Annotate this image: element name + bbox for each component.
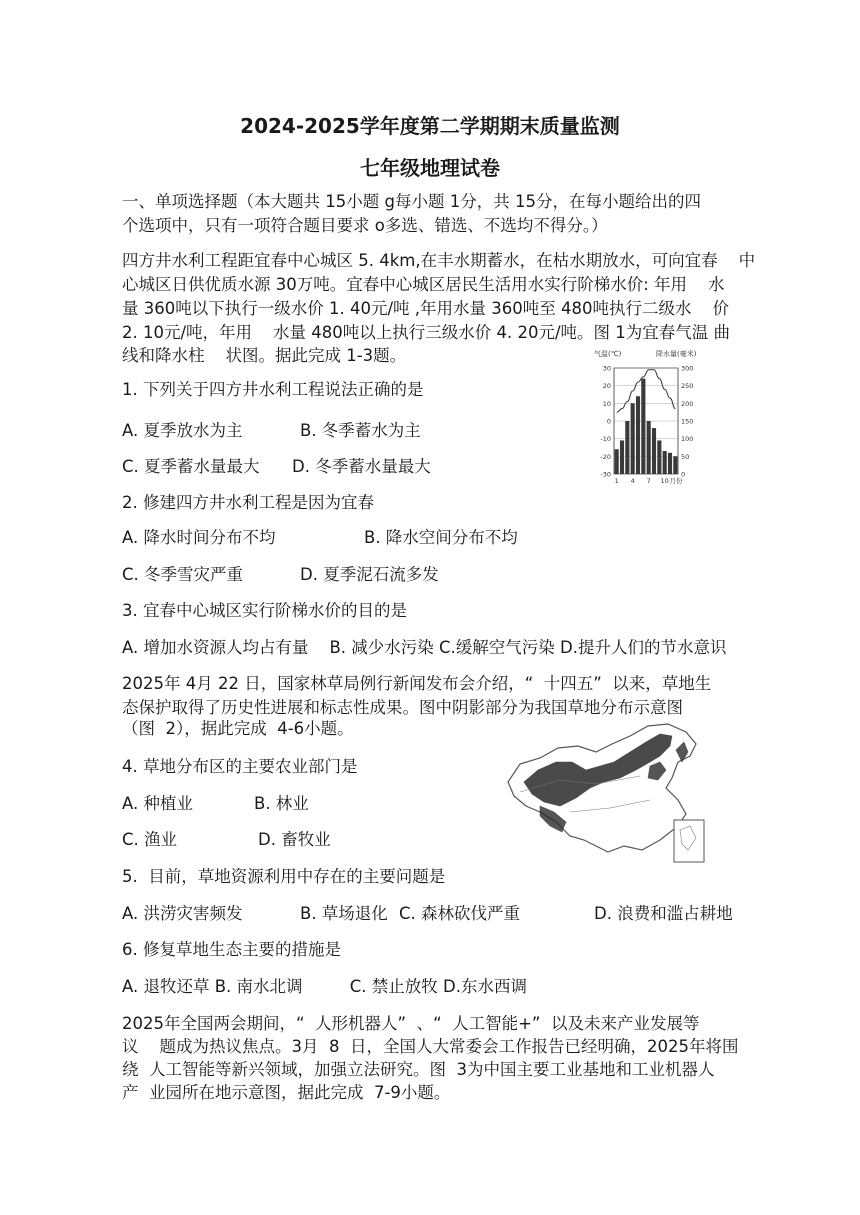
passage3-line-4: 产 业园所在地示意图，据此完成 7-9小题。: [122, 1083, 451, 1102]
precipitation-bar: [657, 440, 661, 474]
x-tick-label: 1: [614, 477, 619, 485]
question-1-stem: 1. 下列关于四方井水利工程说法正确的是: [122, 380, 424, 399]
precipitation-bar: [615, 449, 619, 474]
section-heading-line-2: 个选项中，只有一项符合题目要求 o多选、错选、不选均不得分。）: [122, 216, 608, 235]
q4-option-b: B. 林业: [254, 794, 309, 813]
precipitation-bar: [620, 440, 624, 474]
left-tick-label: -10: [600, 435, 611, 444]
right-tick-label: 150: [681, 417, 694, 426]
left-tick-label: 20: [602, 382, 611, 391]
precipitation-bar: [663, 451, 667, 474]
q4-option-a: A. 种植业: [122, 794, 193, 813]
temperature-line: [617, 370, 676, 412]
left-tick-label: -30: [600, 470, 611, 479]
q3-options: A. 增加水资源人均占有量 B. 减少水污染 C.缓解空气污染 D.提升人们的节水意识: [122, 638, 727, 657]
right-tick-label: 0: [681, 470, 686, 479]
q4-option-c: C. 渔业: [122, 830, 178, 849]
left-tick-label: 0: [606, 417, 611, 426]
passage2-line-2: 态保护取得了历史性进展和标志性成果。图中阴影部分为我国草地分布示意图: [122, 698, 683, 717]
section-heading-line-1: 一、单项选择题（本大题共 15小题 g每小题 1分，共 15分，在每小题给出的四: [122, 192, 701, 211]
q1-option-a: A. 夏季放水为主: [122, 421, 243, 440]
q5-option-c: C. 森林砍伐严重: [399, 904, 521, 923]
q5-option-b: B. 草场退化: [300, 904, 388, 923]
x-tick-label: 7: [646, 477, 651, 485]
right-tick-label: 250: [681, 382, 694, 391]
passage3-line-1: 2025年全国两会期间，“ 人形机器人” 、“ 人工智能+” 以及未来产业发展等: [122, 1014, 700, 1033]
passage1-line-4: 2. 10元/吨，年用 水量 480吨以上执行三级水价 4. 20元/吨。图 1为宜春气温 曲: [122, 323, 731, 342]
q6-options: A. 退牧还草 B. 南水北调 C. 禁止放牧 D.东水西调: [122, 977, 527, 996]
q4-option-d: D. 畜牧业: [258, 830, 331, 849]
grassland-map: [500, 722, 712, 868]
q1-option-b: B. 冬季蓄水为主: [300, 421, 421, 440]
left-tick-label: -20: [600, 452, 611, 461]
precipitation-bar: [673, 456, 677, 474]
precipitation-bar: [652, 428, 656, 474]
passage2-line-1: 2025年 4月 22 日，国家林草局例行新闻发布会介绍，“ 十四五” 以来，草地生: [122, 674, 712, 693]
question-3-stem: 3. 宜春中心城区实行阶梯水价的目的是: [122, 601, 407, 620]
passage1-line-2: 心城区日供优质水源 30万吨。宜春中心城区居民生活用水实行阶梯水价: 年用 水: [122, 275, 725, 294]
precipitation-bar: [668, 453, 672, 474]
precipitation-bar: [647, 421, 651, 474]
climate-chart: [592, 348, 700, 488]
precipitation-bar: [636, 396, 640, 474]
passage1-line-1: 四方井水利工程距宜春中心城区 5. 4km,在丰水期蓄水，在枯水期放水，可向宜春 中: [122, 251, 756, 270]
left-tick-label: 10: [602, 399, 611, 408]
x-tick-label: 月份: [669, 477, 683, 485]
q5-option-a: A. 洪涝灾害频发: [122, 904, 243, 923]
precipitation-bar: [631, 403, 635, 474]
right-tick-label: 50: [681, 452, 690, 461]
page-subtitle: 七年级地理试卷: [360, 156, 500, 180]
passage1-line-3: 量 360吨以下执行一级水价 1. 40元/吨 ,年用水量 360吨至 480吨执行二级水 价: [122, 299, 729, 318]
q1-option-d: D. 冬季蓄水量最大: [292, 457, 431, 476]
right-tick-label: 300: [681, 364, 694, 373]
question-2-stem: 2. 修建四方井水利工程是因为宜春: [122, 493, 374, 512]
passage3-line-3: 绕 人工智能等新兴领域，加强立法研究。图 3为中国主要工业基地和工业机器人: [122, 1060, 715, 1079]
precipitation-bar: [641, 379, 645, 474]
q2-option-c: C. 冬季雪灾严重: [122, 565, 244, 584]
passage3-line-2: 议 题成为热议焦点。3月 8 日，全国人大常委会工作报告已经明确，2025年将围: [122, 1037, 739, 1056]
precipitation-bar: [625, 421, 629, 474]
left-axis-label: 气温(℃): [594, 350, 622, 358]
q2-option-b: B. 降水空间分布不均: [364, 528, 518, 547]
passage2-line-3: （图 2），据此完成 4-6小题。: [122, 719, 354, 738]
q2-option-a: A. 降水时间分布不均: [122, 528, 276, 547]
page-title: 2024-2025学年度第二学期期末质量监测: [240, 114, 620, 138]
question-6-stem: 6. 修复草地生态主要的措施是: [122, 940, 341, 959]
passage1-line-5: 线和降水柱 状图。据此完成 1-3题。: [122, 346, 407, 365]
q5-option-d: D. 浪费和滥占耕地: [594, 904, 733, 923]
question-5-stem: 5. 目前，草地资源利用中存在的主要问题是: [122, 867, 446, 886]
question-4-stem: 4. 草地分布区的主要农业部门是: [122, 757, 358, 776]
right-tick-label: 100: [681, 435, 694, 444]
right-tick-label: 200: [681, 399, 694, 408]
left-tick-label: 30: [602, 364, 611, 373]
right-axis-label: 降水量(毫米): [656, 350, 697, 358]
x-tick-label: 10: [660, 477, 669, 485]
x-tick-label: 4: [630, 477, 635, 485]
q1-option-c: C. 夏季蓄水量最大: [122, 457, 260, 476]
q2-option-d: D. 夏季泥石流多发: [300, 565, 439, 584]
